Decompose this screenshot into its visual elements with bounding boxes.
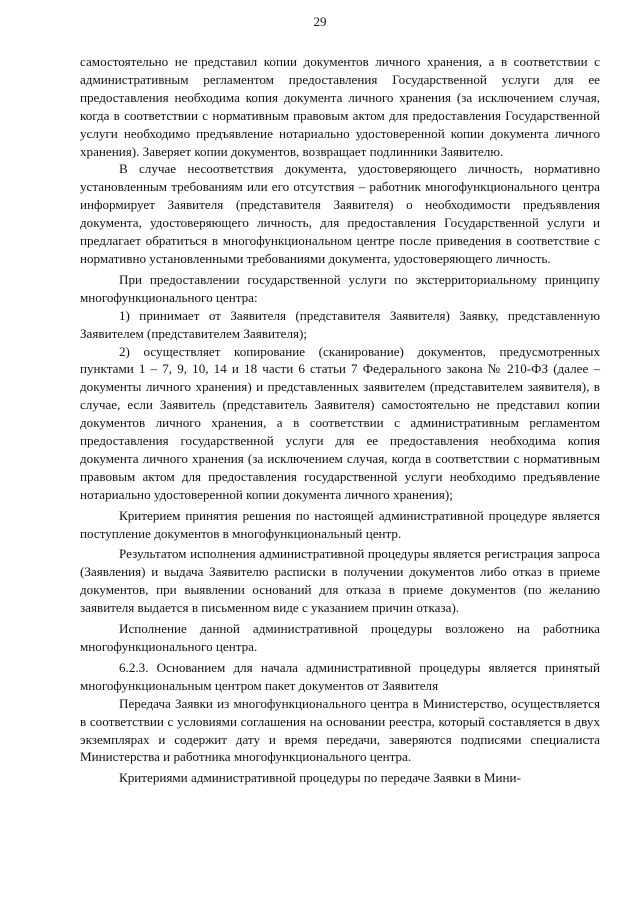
paragraph-9: 6.2.3. Основанием для начала административной процедуры является принятый многофункциональным центром пакет документов от Заявителя — [80, 659, 600, 693]
paragraph-6: Критерием принятия решения по настоящей административной процедуре является поступление документов в многофункциональный центр. — [80, 507, 600, 541]
paragraph-8: Исполнение данной административной процедуры возложено на работника многофункционального центра. — [80, 621, 600, 654]
document-body — [80, 53, 600, 787]
paragraph-1: самостоятельно не представил копии документов личного хранения, а в соответствии с административным регламентом предоставления Государственной услуги для ее предоставления необходима копия документа личного хранения (за исключением случая, когда в соответствии с нормативным правовым актом для предоставления Государственной услуги необходимо предъявление нотариально удостоверенной копии документа личного хранения). Заверяет копии документов, возвращает подлинники Заявителю. — [80, 54, 600, 159]
paragraph-4: 1) принимает от Заявителя (представителя Заявителя) Заявку, представленную Заявителем (представителем Заявителя); — [80, 307, 600, 341]
page-number: 29 — [313, 14, 327, 29]
paragraph-2: В случае несоответствия документа, удостоверяющего личность, нормативно установленным требованиям или его отсутствия – работник многофункционального центра информирует Заявителя (представителя Заявителя) о необходимости предъявления документа, удостоверяющего личность, для предоставления Государственной услуги и предлагает обратиться в многофункциональном центре после приведения в соответствие с нормативно установленными требованиями документа, удостоверяющего личность. — [80, 161, 600, 266]
paragraph-5: 2) осуществляет копирование (сканирование) документов, предусмотренных пунктами 1 – 7, 9, 10, 14 и 18 части 6 статьи 7 Федерального закона № 210-ФЗ (далее – документы личного хранения) и представленных заявителем (представителем заявителя), в случае, если Заявитель (представитель Заявителя) самостоятельно не представил копии документов личного хранения, а в соответствии с административным регламентом предоставления государственной услуги для ее предоставления необходима копия документа личного хранения (за исключением случая, когда в соответствии с нормативным правовым актом для предоставления государственной услуги необходимо предъявление нотариально удостоверенной копии документа личного хранения); — [80, 343, 600, 502]
paragraph-7: Результатом исполнения административной процедуры является регистрация запроса (Заявления) и выдача Заявителю расписки в получении документов либо отказ в приеме документов, при выявлении оснований для отказа в приеме документов (по желанию заявителя выдается в письменном виде с указанием причин отказа). — [80, 546, 600, 616]
paragraph-3: При предоставлении государственной услуги по экстерриториальному принципу многофункционального центра: — [80, 271, 600, 305]
paragraph-11: Критериями административной процедуры по передаче Заявки в Мини- — [119, 770, 521, 786]
paragraph-10: Передача Заявки из многофункционального центра в Министерство, осуществляется в соответствии с условиями соглашения на основании реестра, который составляется в двух экземплярах и содержит дату и время передачи, заверяются подписями специалиста Министерства и работника многофункционального центра. — [80, 695, 600, 765]
